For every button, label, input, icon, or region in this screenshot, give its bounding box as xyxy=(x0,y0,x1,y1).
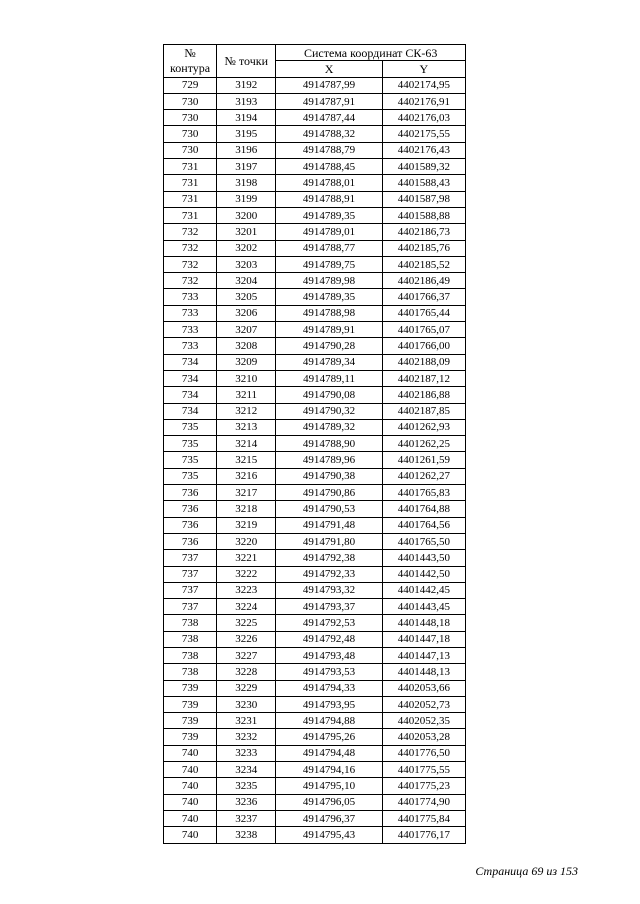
contour-cell: 733 xyxy=(164,289,217,305)
x-cell: 4914794,33 xyxy=(276,680,382,696)
contour-cell: 732 xyxy=(164,256,217,272)
y-cell: 4402175,55 xyxy=(382,126,465,142)
y-cell: 4401765,50 xyxy=(382,533,465,549)
point-cell: 3227 xyxy=(217,647,276,663)
contour-cell: 730 xyxy=(164,142,217,158)
header-contour: № контура xyxy=(164,45,217,78)
table-row xyxy=(164,664,466,680)
contour-cell: 737 xyxy=(164,599,217,615)
contour-cell: 733 xyxy=(164,322,217,338)
point-cell: 3212 xyxy=(217,403,276,419)
x-cell: 4914789,11 xyxy=(276,370,382,386)
table-row xyxy=(164,256,466,272)
contour-cell: 739 xyxy=(164,696,217,712)
point-cell: 3217 xyxy=(217,485,276,501)
header-point: № точки xyxy=(217,45,276,78)
y-cell: 4402187,12 xyxy=(382,370,465,386)
point-cell: 3211 xyxy=(217,387,276,403)
y-cell: 4401443,50 xyxy=(382,550,465,566)
contour-cell: 739 xyxy=(164,680,217,696)
contour-cell: 731 xyxy=(164,175,217,191)
y-cell: 4402176,43 xyxy=(382,142,465,158)
point-cell: 3210 xyxy=(217,370,276,386)
y-cell: 4401776,17 xyxy=(382,827,465,843)
y-cell: 4401775,55 xyxy=(382,762,465,778)
table-row xyxy=(164,126,466,142)
contour-cell: 735 xyxy=(164,468,217,484)
y-cell: 4402188,09 xyxy=(382,354,465,370)
table-row xyxy=(164,338,466,354)
table-row xyxy=(164,419,466,435)
y-cell: 4401764,88 xyxy=(382,501,465,517)
x-cell: 4914790,28 xyxy=(276,338,382,354)
x-cell: 4914796,37 xyxy=(276,810,382,826)
table-row xyxy=(164,599,466,615)
contour-cell: 737 xyxy=(164,550,217,566)
table-row xyxy=(164,680,466,696)
x-cell: 4914788,32 xyxy=(276,126,382,142)
contour-cell: 730 xyxy=(164,126,217,142)
table-row xyxy=(164,533,466,549)
contour-cell: 736 xyxy=(164,533,217,549)
table-row xyxy=(164,305,466,321)
point-cell: 3231 xyxy=(217,713,276,729)
contour-cell: 736 xyxy=(164,517,217,533)
x-cell: 4914792,53 xyxy=(276,615,382,631)
x-cell: 4914793,37 xyxy=(276,599,382,615)
y-cell: 4401765,83 xyxy=(382,485,465,501)
x-cell: 4914790,53 xyxy=(276,501,382,517)
x-cell: 4914793,53 xyxy=(276,664,382,680)
contour-cell: 740 xyxy=(164,827,217,843)
contour-cell: 738 xyxy=(164,615,217,631)
point-cell: 3216 xyxy=(217,468,276,484)
x-cell: 4914789,75 xyxy=(276,256,382,272)
table-row xyxy=(164,175,466,191)
point-cell: 3238 xyxy=(217,827,276,843)
table-row xyxy=(164,696,466,712)
y-cell: 4401262,27 xyxy=(382,468,465,484)
y-cell: 4402185,52 xyxy=(382,256,465,272)
point-cell: 3229 xyxy=(217,680,276,696)
point-cell: 3232 xyxy=(217,729,276,745)
y-cell: 4401448,13 xyxy=(382,664,465,680)
point-cell: 3207 xyxy=(217,322,276,338)
x-cell: 4914790,38 xyxy=(276,468,382,484)
point-cell: 3234 xyxy=(217,762,276,778)
y-cell: 4401764,56 xyxy=(382,517,465,533)
point-cell: 3236 xyxy=(217,794,276,810)
y-cell: 4402052,35 xyxy=(382,713,465,729)
x-cell: 4914796,05 xyxy=(276,794,382,810)
table-row xyxy=(164,77,466,93)
contour-cell: 731 xyxy=(164,207,217,223)
y-cell: 4401447,13 xyxy=(382,647,465,663)
point-cell: 3205 xyxy=(217,289,276,305)
y-cell: 4401765,44 xyxy=(382,305,465,321)
contour-cell: 740 xyxy=(164,794,217,810)
x-cell: 4914794,88 xyxy=(276,713,382,729)
y-cell: 4401443,45 xyxy=(382,599,465,615)
point-cell: 3228 xyxy=(217,664,276,680)
x-cell: 4914790,86 xyxy=(276,485,382,501)
point-cell: 3204 xyxy=(217,273,276,289)
point-cell: 3197 xyxy=(217,159,276,175)
point-cell: 3222 xyxy=(217,566,276,582)
table-row xyxy=(164,110,466,126)
table-row xyxy=(164,729,466,745)
x-cell: 4914789,35 xyxy=(276,207,382,223)
y-cell: 4401448,18 xyxy=(382,615,465,631)
contour-cell: 737 xyxy=(164,582,217,598)
table-row xyxy=(164,550,466,566)
point-cell: 3213 xyxy=(217,419,276,435)
table-row xyxy=(164,403,466,419)
point-cell: 3215 xyxy=(217,452,276,468)
point-cell: 3195 xyxy=(217,126,276,142)
y-cell: 4401588,88 xyxy=(382,207,465,223)
y-cell: 4401587,98 xyxy=(382,191,465,207)
x-cell: 4914787,99 xyxy=(276,77,382,93)
x-cell: 4914791,48 xyxy=(276,517,382,533)
table-row xyxy=(164,517,466,533)
point-cell: 3214 xyxy=(217,436,276,452)
table-row xyxy=(164,240,466,256)
point-cell: 3202 xyxy=(217,240,276,256)
y-cell: 4401442,45 xyxy=(382,582,465,598)
table-row xyxy=(164,745,466,761)
table-row xyxy=(164,289,466,305)
y-cell: 4402187,85 xyxy=(382,403,465,419)
contour-cell: 735 xyxy=(164,419,217,435)
header-y: Y xyxy=(382,61,465,77)
point-cell: 3206 xyxy=(217,305,276,321)
contour-cell: 729 xyxy=(164,77,217,93)
point-cell: 3203 xyxy=(217,256,276,272)
point-cell: 3221 xyxy=(217,550,276,566)
contour-cell: 730 xyxy=(164,110,217,126)
table-row xyxy=(164,501,466,517)
page-number: Страница 69 из 153 xyxy=(475,864,578,878)
y-cell: 4402186,73 xyxy=(382,224,465,240)
table-row xyxy=(164,615,466,631)
table-row xyxy=(164,631,466,647)
table-row xyxy=(164,647,466,663)
table-row xyxy=(164,566,466,582)
y-cell: 4401447,18 xyxy=(382,631,465,647)
y-cell: 4401766,00 xyxy=(382,338,465,354)
x-cell: 4914794,48 xyxy=(276,745,382,761)
table-row xyxy=(164,778,466,794)
table-row xyxy=(164,207,466,223)
point-cell: 3235 xyxy=(217,778,276,794)
point-cell: 3230 xyxy=(217,696,276,712)
contour-cell: 733 xyxy=(164,305,217,321)
y-cell: 4401262,93 xyxy=(382,419,465,435)
point-cell: 3224 xyxy=(217,599,276,615)
point-cell: 3226 xyxy=(217,631,276,647)
contour-cell: 732 xyxy=(164,273,217,289)
x-cell: 4914790,32 xyxy=(276,403,382,419)
table-row xyxy=(164,452,466,468)
table-row xyxy=(164,827,466,843)
table-row xyxy=(164,354,466,370)
point-cell: 3193 xyxy=(217,93,276,109)
contour-cell: 732 xyxy=(164,224,217,240)
y-cell: 4401774,90 xyxy=(382,794,465,810)
y-cell: 4402176,91 xyxy=(382,93,465,109)
contour-cell: 734 xyxy=(164,354,217,370)
x-cell: 4914787,91 xyxy=(276,93,382,109)
y-cell: 4401262,25 xyxy=(382,436,465,452)
contour-cell: 740 xyxy=(164,778,217,794)
x-cell: 4914788,79 xyxy=(276,142,382,158)
x-cell: 4914789,35 xyxy=(276,289,382,305)
point-cell: 3225 xyxy=(217,615,276,631)
x-cell: 4914788,45 xyxy=(276,159,382,175)
y-cell: 4402176,03 xyxy=(382,110,465,126)
x-cell: 4914793,95 xyxy=(276,696,382,712)
x-cell: 4914788,90 xyxy=(276,436,382,452)
table-row xyxy=(164,387,466,403)
contour-cell: 734 xyxy=(164,387,217,403)
table-row xyxy=(164,762,466,778)
point-cell: 3237 xyxy=(217,810,276,826)
x-cell: 4914793,48 xyxy=(276,647,382,663)
table-row xyxy=(164,224,466,240)
x-cell: 4914795,10 xyxy=(276,778,382,794)
contour-cell: 740 xyxy=(164,810,217,826)
point-cell: 3192 xyxy=(217,77,276,93)
table-row xyxy=(164,159,466,175)
x-cell: 4914789,91 xyxy=(276,322,382,338)
point-cell: 3218 xyxy=(217,501,276,517)
x-cell: 4914794,16 xyxy=(276,762,382,778)
y-cell: 4402174,95 xyxy=(382,77,465,93)
contour-cell: 737 xyxy=(164,566,217,582)
contour-cell: 736 xyxy=(164,485,217,501)
x-cell: 4914788,77 xyxy=(276,240,382,256)
x-cell: 4914789,01 xyxy=(276,224,382,240)
table-row xyxy=(164,93,466,109)
contour-cell: 738 xyxy=(164,664,217,680)
x-cell: 4914788,98 xyxy=(276,305,382,321)
table-row xyxy=(164,713,466,729)
coordinates-table xyxy=(163,44,466,844)
contour-cell: 731 xyxy=(164,191,217,207)
contour-cell: 738 xyxy=(164,631,217,647)
point-cell: 3199 xyxy=(217,191,276,207)
header-x: X xyxy=(276,61,382,77)
x-cell: 4914789,34 xyxy=(276,354,382,370)
contour-cell: 734 xyxy=(164,403,217,419)
point-cell: 3201 xyxy=(217,224,276,240)
x-cell: 4914792,38 xyxy=(276,550,382,566)
y-cell: 4402053,28 xyxy=(382,729,465,745)
table-row xyxy=(164,485,466,501)
y-cell: 4401776,50 xyxy=(382,745,465,761)
point-cell: 3194 xyxy=(217,110,276,126)
x-cell: 4914795,43 xyxy=(276,827,382,843)
x-cell: 4914788,01 xyxy=(276,175,382,191)
y-cell: 4401589,32 xyxy=(382,159,465,175)
point-cell: 3208 xyxy=(217,338,276,354)
table-row xyxy=(164,436,466,452)
point-cell: 3220 xyxy=(217,533,276,549)
table-row xyxy=(164,142,466,158)
contour-cell: 740 xyxy=(164,745,217,761)
contour-cell: 731 xyxy=(164,159,217,175)
y-cell: 4401588,43 xyxy=(382,175,465,191)
point-cell: 3200 xyxy=(217,207,276,223)
contour-cell: 735 xyxy=(164,436,217,452)
contour-cell: 736 xyxy=(164,501,217,517)
y-cell: 4402185,76 xyxy=(382,240,465,256)
table-body xyxy=(164,77,466,843)
x-cell: 4914789,96 xyxy=(276,452,382,468)
point-cell: 3219 xyxy=(217,517,276,533)
contour-cell: 739 xyxy=(164,729,217,745)
table-row xyxy=(164,468,466,484)
y-cell: 4401775,84 xyxy=(382,810,465,826)
y-cell: 4402053,66 xyxy=(382,680,465,696)
x-cell: 4914790,08 xyxy=(276,387,382,403)
contour-cell: 738 xyxy=(164,647,217,663)
point-cell: 3233 xyxy=(217,745,276,761)
x-cell: 4914792,48 xyxy=(276,631,382,647)
y-cell: 4401442,50 xyxy=(382,566,465,582)
table-row xyxy=(164,582,466,598)
y-cell: 4401775,23 xyxy=(382,778,465,794)
x-cell: 4914787,44 xyxy=(276,110,382,126)
x-cell: 4914788,91 xyxy=(276,191,382,207)
x-cell: 4914793,32 xyxy=(276,582,382,598)
contour-cell: 740 xyxy=(164,762,217,778)
table-row xyxy=(164,322,466,338)
y-cell: 4401766,37 xyxy=(382,289,465,305)
y-cell: 4401765,07 xyxy=(382,322,465,338)
x-cell: 4914789,32 xyxy=(276,419,382,435)
contour-cell: 730 xyxy=(164,93,217,109)
contour-cell: 733 xyxy=(164,338,217,354)
x-cell: 4914795,26 xyxy=(276,729,382,745)
y-cell: 4402186,88 xyxy=(382,387,465,403)
contour-cell: 734 xyxy=(164,370,217,386)
table-row xyxy=(164,794,466,810)
table-row xyxy=(164,810,466,826)
contour-cell: 732 xyxy=(164,240,217,256)
point-cell: 3198 xyxy=(217,175,276,191)
point-cell: 3223 xyxy=(217,582,276,598)
y-cell: 4401261,59 xyxy=(382,452,465,468)
point-cell: 3209 xyxy=(217,354,276,370)
table-row xyxy=(164,191,466,207)
x-cell: 4914789,98 xyxy=(276,273,382,289)
y-cell: 4402186,49 xyxy=(382,273,465,289)
contour-cell: 739 xyxy=(164,713,217,729)
contour-cell: 735 xyxy=(164,452,217,468)
point-cell: 3196 xyxy=(217,142,276,158)
table-row xyxy=(164,273,466,289)
x-cell: 4914791,80 xyxy=(276,533,382,549)
x-cell: 4914792,33 xyxy=(276,566,382,582)
table-row xyxy=(164,370,466,386)
table-header xyxy=(164,45,466,78)
header-coordinate-system: Система координат СК-63 xyxy=(276,45,466,61)
y-cell: 4402052,73 xyxy=(382,696,465,712)
